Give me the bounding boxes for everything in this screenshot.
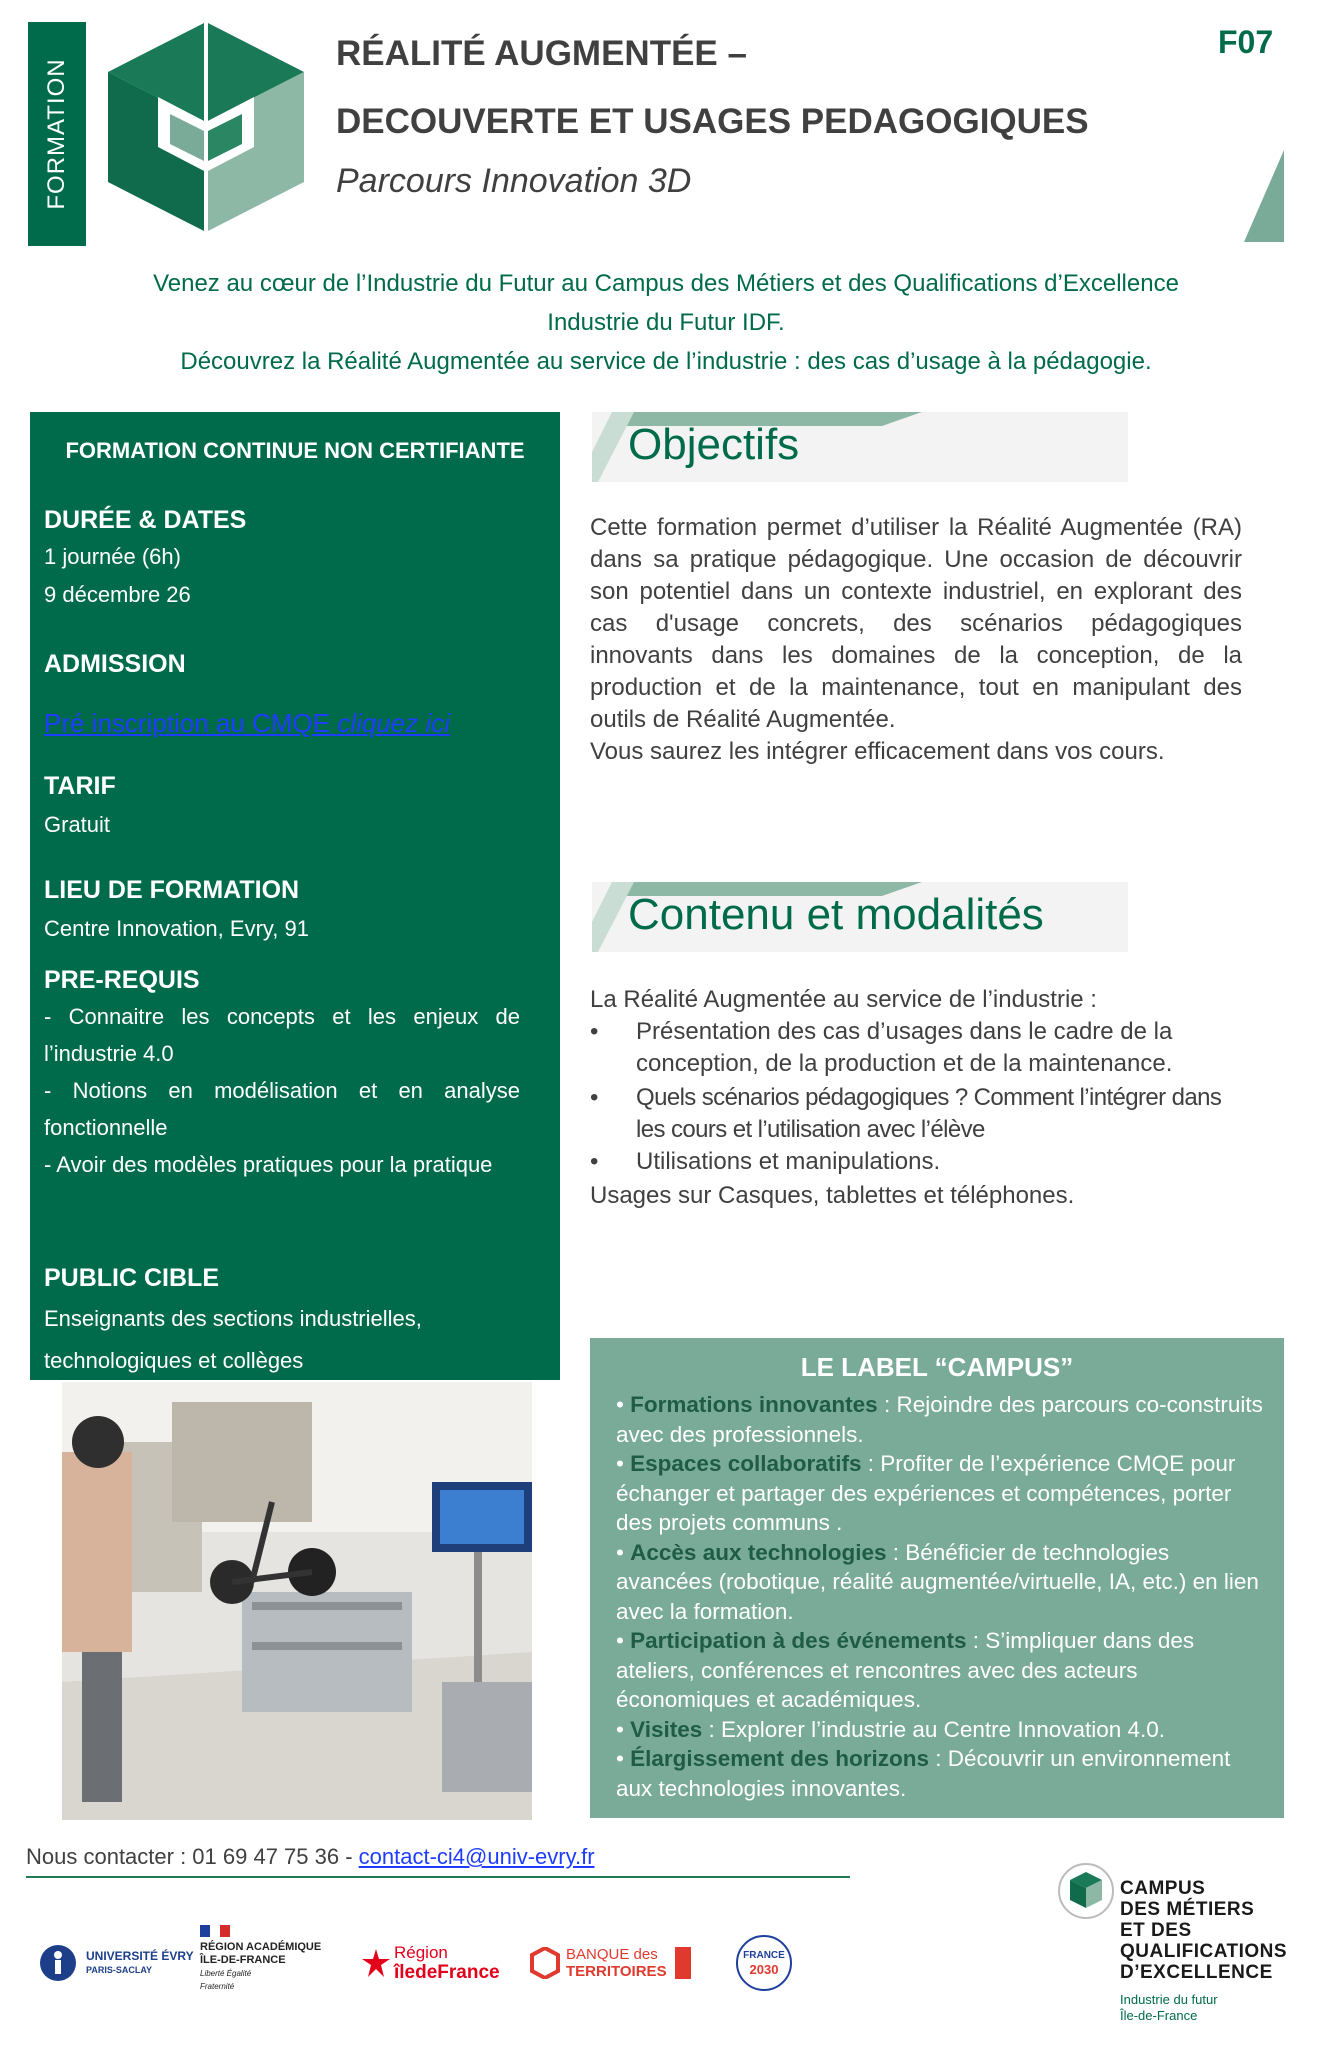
label-item-text: : Bénéficier de technologies avancées (robotique, réalité augmentée/virtuelle, IA, etc.) en lien avec la formation.: [616, 1539, 1259, 1624]
france-2030-logo: [736, 1918, 796, 2008]
public-heading: PUBLIC CIBLE: [44, 1264, 219, 1292]
republic-motto: Liberté Égalité Fraternité: [200, 1969, 252, 1991]
campus-excellence-logo: [1058, 1856, 1294, 2066]
campus-title-line: DES MÉTIERS: [1120, 1899, 1255, 1920]
intro-text: [40, 264, 1292, 381]
label-item-strong: Formations innovantes: [630, 1392, 878, 1417]
tarif-value: Gratuit: [44, 812, 111, 837]
banque-red-block-icon: [675, 1947, 691, 1979]
lieu-value: Centre Innovation, Evry, 91: [44, 916, 309, 941]
ar-headset-demo-photo: [62, 1382, 532, 1820]
bullet-icon: •: [590, 1084, 598, 1111]
label-item-strong: Visites: [630, 1716, 703, 1742]
evry-name: UNIVERSITÉ ÉVRY: [86, 1949, 194, 1963]
info-panel: [30, 412, 560, 1380]
banque-name: TERRITOIRES: [566, 1963, 667, 1980]
label-item-text: : Explorer l’industrie au Centre Innovation 4.0.: [702, 1716, 1166, 1742]
contact-email-link[interactable]: contact-ci4@univ-evry.fr: [358, 1844, 595, 1869]
contenu-outro: Usages sur Casques, tablettes et téléphones.: [590, 1182, 1075, 1209]
campus-title-line: ET DES: [1120, 1920, 1192, 1941]
label-item: • Participation à des événements : S’impliquer dans des ateliers, conférences et rencontres avec des acteurs économiques et académiques.: [616, 1628, 1195, 1712]
label-item-strong: Accès aux technologies: [630, 1539, 887, 1565]
title-line-1: RÉALITÉ AUGMENTÉE –: [336, 34, 747, 73]
universite-evry-logo: [38, 1918, 208, 2008]
label-item-strong: Espaces collaboratifs: [630, 1451, 862, 1476]
label-list: [616, 1390, 1266, 1803]
idf-star-icon: [362, 1949, 390, 1977]
lieu-heading: LIEU DE FORMATION: [44, 876, 300, 904]
contact-line: [26, 1844, 595, 1870]
evry-sub: PARIS-SACLAY: [86, 1965, 153, 1975]
banque-label: BANQUE des: [566, 1946, 658, 1963]
region-academique-region: ÎLE-DE-FRANCE: [200, 1954, 286, 1966]
label-item-text: : Rejoindre des parcours co-construits avec des professionnels.: [616, 1392, 1263, 1447]
contenu-intro: La Réalité Augmentée au service de l’industrie :: [590, 986, 1097, 1013]
campus-cube-icon: [1058, 1862, 1114, 1920]
campus-subtitle: [1120, 1992, 1218, 2024]
corner-triangle-decoration: [1244, 150, 1284, 242]
duration-line-1: 1 journée (6h): [44, 544, 181, 569]
label-item: • Espaces collaboratifs : Profiter de l’expérience CMQE pour échanger et partager des expériences et compétences, porter des projets communs .: [616, 1451, 1236, 1535]
formation-band-label: FORMATION: [43, 58, 70, 210]
banque-territoires-logo: [530, 1918, 720, 2008]
preinscription-link-text: Pré inscription au CMQE: [44, 708, 338, 738]
idf-label: Région: [394, 1943, 448, 1962]
objectifs-title: Objectifs: [628, 420, 800, 469]
campus-title-line: D’EXCELLENCE: [1120, 1962, 1273, 1983]
campus-title: [1120, 1878, 1287, 1983]
contenu-bullet-text: Quels scénarios pédagogiques ? Comment l’intégrer dans les cours et l’utilisation avec l’élève: [636, 1084, 1222, 1143]
contenu-bullet-text: Utilisations et manipulations.: [636, 1148, 941, 1175]
intro-line-2: Industrie du Futur IDF.: [547, 309, 785, 336]
contact-phone: Nous contacter : 01 69 47 75 36 -: [26, 1844, 359, 1869]
reference-code: F07: [1218, 24, 1274, 60]
label-title: LE LABEL “CAMPUS”: [800, 1352, 1074, 1382]
label-item-strong: Élargissement des horizons: [630, 1746, 929, 1771]
subtitle: Parcours Innovation 3D: [336, 162, 692, 200]
bullet-icon: •: [590, 1148, 599, 1175]
campus-label-box: [590, 1338, 1284, 1818]
objectifs-paragraph: Cette formation permet d’utiliser la Réalité Augmentée (RA) dans sa pratique pédagogique. Une occasion de découvrir son potentiel dans un contexte industriel, en explorant des cas d'usage concrets, des scénarios pédagogiques innovants dans les domaines de la conception, de la production et de la maintenance, tout en manipulant des outils de Réalité Augmentée.: [590, 514, 1242, 733]
region-academique-name: RÉGION ACADÉMIQUE: [200, 1941, 322, 1953]
duration-heading: DURÉE & DATES: [44, 506, 247, 534]
label-item: • Formations innovantes : Rejoindre des parcours co-construits avec des professionnels.: [616, 1392, 1263, 1447]
label-item-text: : S’impliquer dans des ateliers, conférences et rencontres avec des acteurs économiques et académiques.: [616, 1628, 1195, 1712]
contenu-bullet-text: Présentation des cas d’usages dans le cadre de la conception, de la production et de la maintenance.: [636, 1018, 1173, 1077]
public-value: Enseignants des sections industrielles, technologiques et collèges: [44, 1306, 422, 1373]
france2030-label: FRANCE: [743, 1950, 785, 1961]
label-item-strong: Participation à des événements: [630, 1628, 967, 1653]
evry-emblem-icon: [38, 1943, 78, 1983]
preinscription-link[interactable]: [44, 708, 450, 739]
label-item-text: : Découvrir un environnement aux technologies innovantes.: [616, 1746, 1231, 1801]
region-idf-logo: [362, 1918, 512, 2008]
prereq-heading: PRE-REQUIS: [44, 966, 200, 994]
campus-subtitle-line: Industrie du futur: [1120, 1992, 1218, 2007]
label-item: • Accès aux technologies : Bénéficier de technologies avancées (robotique, réalité augmentée/virtuelle, IA, etc.) en lien avec la formation.: [616, 1539, 1259, 1624]
formation-band: [28, 22, 86, 246]
duration-line-2: 9 décembre 26: [44, 582, 191, 607]
objectifs-paragraph-2: Vous saurez les intégrer efficacement dans vos cours.: [590, 738, 1165, 765]
prereq-item-1: - Connaitre les concepts et les enjeux de l’industrie 4.0: [44, 1004, 520, 1066]
campus-subtitle-line: Île-de-France: [1120, 2008, 1198, 2023]
prereq-item-2: - Notions en modélisation et en analyse fonctionnelle: [44, 1078, 520, 1140]
bullet-icon: •: [590, 1018, 599, 1045]
label-item: • Visites : Explorer l’industrie au Centre Innovation 4.0.: [616, 1716, 1166, 1742]
banque-hexagon-icon: [530, 1947, 560, 1979]
region-academique-logo: [200, 1914, 360, 2004]
intro-line-1: Venez au cœur de l’Industrie du Futur au Campus des Métiers et des Qualifications d’Excellence: [153, 270, 1179, 297]
contenu-title: Contenu et modalités: [628, 890, 1044, 939]
objectifs-text: [590, 512, 1242, 768]
tarif-heading: TARIF: [44, 772, 116, 800]
prereq-item-3: - Avoir des modèles pratiques pour la pratique: [44, 1152, 493, 1177]
preinscription-link-emphasis: cliquez ici: [337, 708, 451, 738]
objectifs-banner: [592, 412, 1128, 482]
admission-heading: ADMISSION: [44, 650, 186, 678]
panel-heading: FORMATION CONTINUE NON CERTIFIANTE: [65, 438, 525, 463]
label-item-text: : Profiter de l’expérience CMQE pour échanger et partager des expériences et compétences, porter des projets communs .: [616, 1451, 1236, 1535]
title-line-2: DECOUVERTE ET USAGES PEDAGOGIQUES: [336, 102, 1089, 141]
french-flag-icon: [200, 1925, 230, 1937]
intro-line-3: Découvrez la Réalité Augmentée au service de l’industrie : des cas d’usage à la pédagogie.: [180, 348, 1152, 375]
campus-title-line: CAMPUS: [1120, 1878, 1206, 1899]
contenu-banner: [592, 882, 1128, 952]
idf-name: îledeFrance: [394, 1962, 500, 1983]
label-item: • Élargissement des horizons : Découvrir un environnement aux technologies innovantes.: [616, 1746, 1231, 1801]
campus-logo-icon: [108, 22, 304, 232]
france2030-year: 2030: [749, 1962, 779, 1977]
campus-title-line: QUALIFICATIONS: [1120, 1941, 1288, 1962]
footer-divider: [26, 1876, 850, 1878]
